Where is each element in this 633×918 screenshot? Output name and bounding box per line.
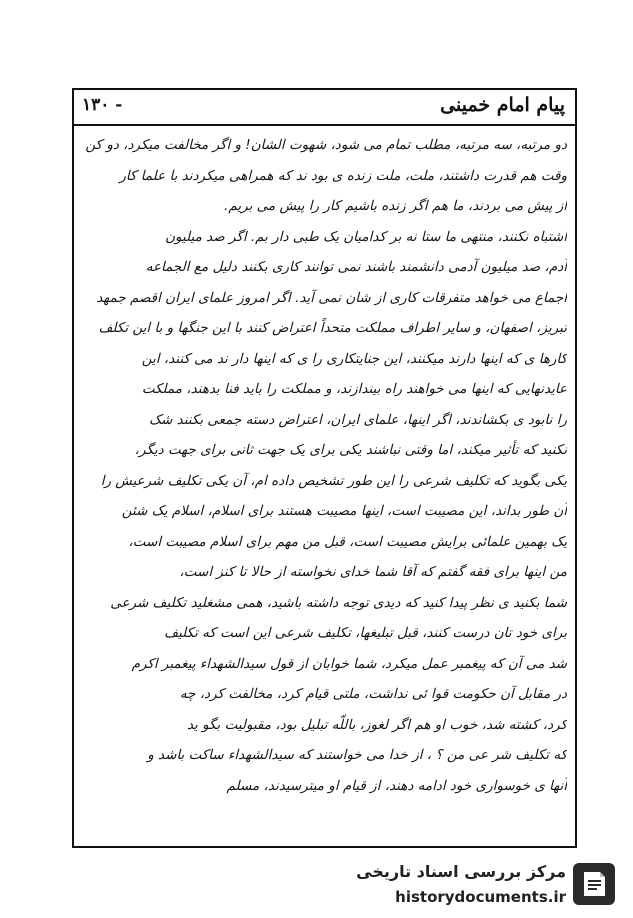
text-line: آنها ی خوسواری خود ادامه دهند، از قیام او میترسیدند، مسلم <box>226 777 567 794</box>
document-archive-logo-icon <box>572 862 616 906</box>
text-line: آدم، صد میلیون آدمی دانشمند باشند نمی توانند کاری بکنند دلیل مع الجماعه <box>145 259 567 275</box>
archive-website-link[interactable]: historydocuments.ir <box>395 888 566 906</box>
page-title: پیام امام خمینی <box>440 94 565 116</box>
text-line: از پیش می بردند، ما هم اگر زنده باشیم کار را پیش می بریم. <box>224 198 567 214</box>
text-line: عایدنهایی که اینها می خواهند راه بیندازند، و مملکت را باید فنا بدهند، مملکت <box>141 381 567 397</box>
text-line: شما بکنید ی نظر پیدا کنید که دیدی توجه داشته باشید، همی مشغلید تکلیف شرعی <box>110 594 567 611</box>
text-line: شد می آن که پیغمبر عمل میکرد، شما خوابان از قول سیدالشهداء پیغمبر اکرم <box>131 655 567 672</box>
text-line: من اینها برای فقه گفتم که آقا شما خدای نخواسته از حالا تا کنز است، <box>179 564 567 580</box>
text-line: اجماع می خواهد متفرقات کاری از شان نمی آید. اگر امروز علمای ایران اقصم جمهد <box>96 289 567 306</box>
text-line: تبریز، اصفهان، و سایر اطراف مملکت متحداً اعتراض کنند با این جنگها و با این تکلف <box>98 320 567 336</box>
text-line: وقت هم قدرت داشتند، ملت، ملت زنده ی بود ند که همراهی میکردند با علما کار <box>119 167 567 184</box>
text-line: یکی بگوید که تکلیف شرعی را این طور تشخیص داده ام، آن یکی تکلیف شرعیش را <box>100 472 567 489</box>
text-line: که تکلیف شر عی من ؟ ، از خدا می خواستند که سیدالشهداء ساکت باشد و <box>147 747 567 763</box>
scanned-page <box>72 88 577 848</box>
watermark-footer <box>340 858 620 914</box>
text-line: نکنید که تأثیر میکند، اما وقتی نباشند یکی برای یک جهت ثانی برای جهت دیگر، <box>134 442 567 458</box>
text-line: آن طور بداند، این مصیبت است، اینها مصیبت هستند برای اسلام، اسلام یک شئن <box>121 503 567 519</box>
text-line: اشتباه نکنند، منتهی ما ستا نه بر کدامیان یک طبی دار بم. اگر صد میلیون <box>165 228 567 245</box>
page-number: ۱۳۰ - <box>82 95 123 115</box>
text-line: در مقابل آن حکومت قوا ئی نداشت، ملتی قیام کرد، مخالفت کرد، چه <box>179 686 567 702</box>
archive-center-name: مرکز بررسی اسناد تاریخی <box>356 862 566 881</box>
text-line: یک بهمین علمائی برایش مصیبت است، قبل من مهم برای اسلام مصیبت است، <box>128 533 567 550</box>
text-line: کرد، کشته شد، خوب او هم اگر لغوز، باللّه تبلیل بود، مقبولیت بگو ید <box>186 716 567 733</box>
page-header <box>74 90 575 126</box>
handwritten-body <box>80 130 567 801</box>
text-line: کارها ی که اینها دارند میکنند، این جنایتکاری را ی که اینها دار ند می کنند، این <box>141 350 567 367</box>
text-line: را نابود ی بکشاندند، اگر اینها، علمای ایران، اعتراض دسته جمعی بکنند شک <box>148 411 567 428</box>
text-line: برای خود تان درست کنند، قبل تبلیغها، تکلیف شرعی این است که تکلیف <box>164 625 567 641</box>
text-line: دو مرتبه، سه مرتبه، مطلب تمام می شود، شهوت الشان! و اگر مخالفت میکرد، دو کن <box>85 137 567 153</box>
